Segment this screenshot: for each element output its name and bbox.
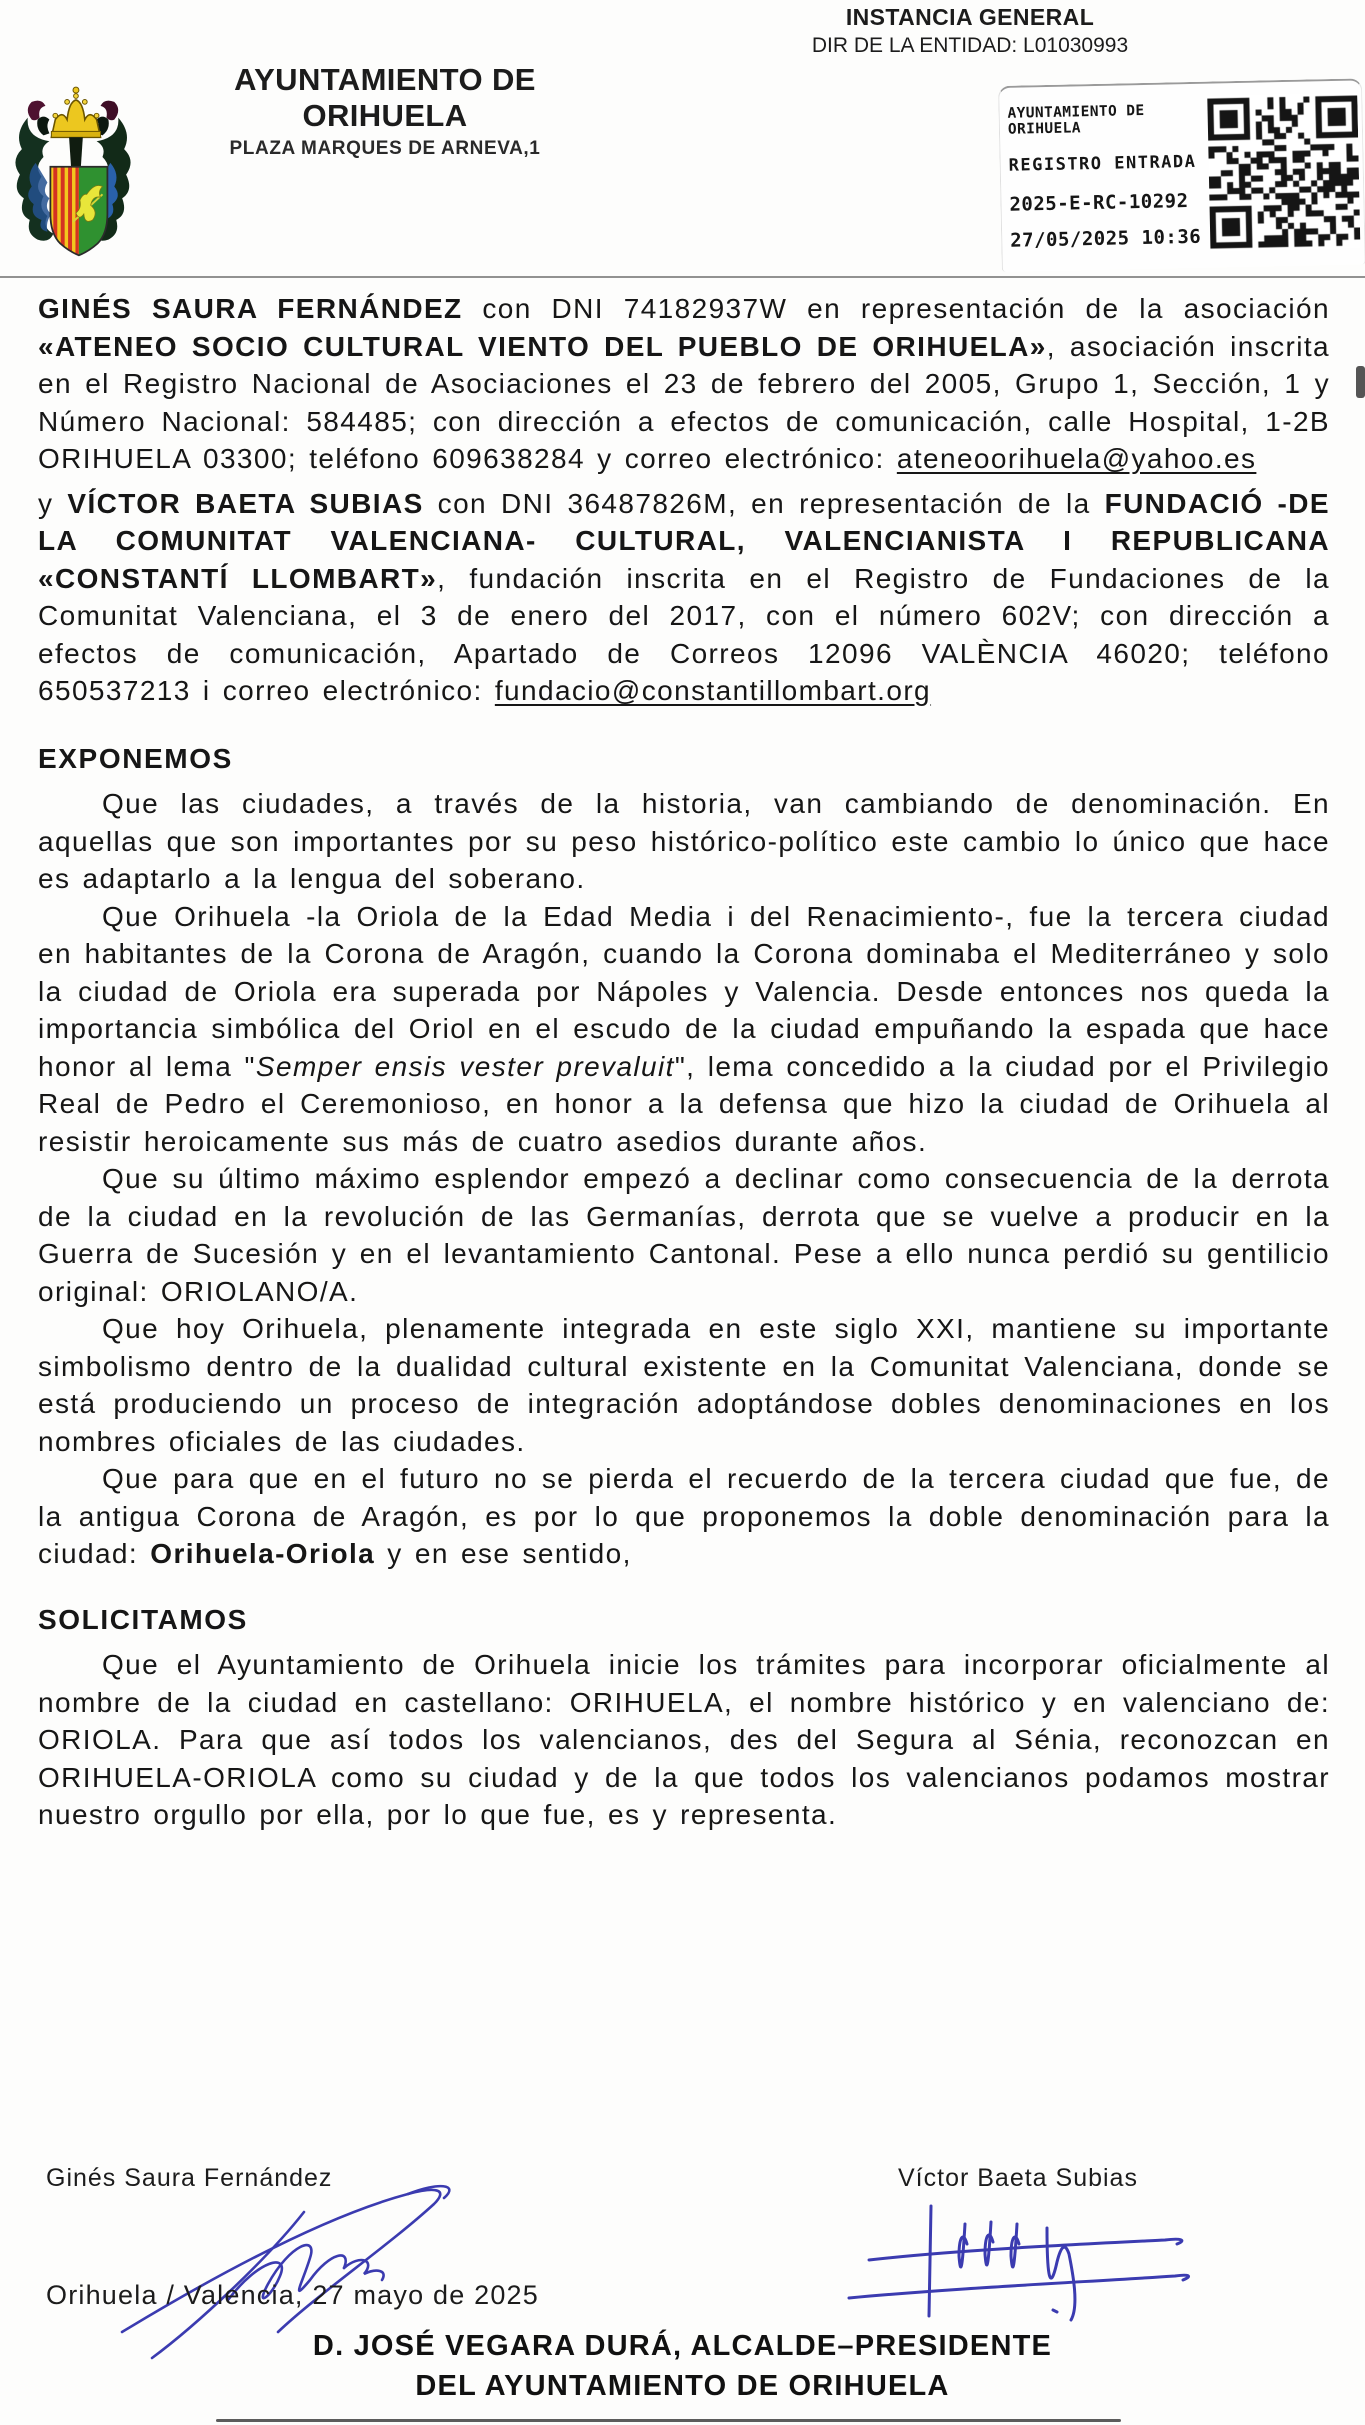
- form-type-block: [690, 4, 1250, 58]
- paragraph: [38, 290, 1330, 478]
- scan-edge-line: [216, 2419, 1121, 2422]
- email-link[interactable]: fundacio@constantillombart.org: [494, 675, 932, 706]
- qr-code-icon: [1207, 92, 1360, 251]
- org-header: [150, 62, 620, 160]
- addressee-line1: D. JOSÉ VEGARA DURÁ, ALCALDE–PRESIDENTE: [312, 2330, 1053, 2362]
- text-segment: GINÉS SAURA FERNÁNDEZ: [38, 293, 463, 324]
- text-segment: Que hoy Orihuela, plenamente integrada en este siglo XXI, mantiene su importante simbolismo dentro de la dualidad cultural existente en la Comunitat Valenciana, donde se está produciendo un proceso de integración adoptándose dobles denominaciones en los nombres oficiales de las ciudades.: [38, 1313, 1330, 1457]
- text-segment: Que las ciudades, a través de la historia, van cambiando de denominación. En aquellas que son importantes por su peso histórico-político este cambio lo único que hace es adaptarlo a la lengua del soberano.: [38, 788, 1330, 894]
- paragraph: [38, 1310, 1330, 1460]
- intro-paragraphs: [38, 290, 1330, 710]
- org-name: AYUNTAMIENTO DE ORIHUELA: [234, 62, 536, 133]
- text-segment: «ATENEO SOCIO CULTURAL VIENTO DEL PUEBLO DE ORIHUELA»: [38, 330, 1047, 362]
- text-segment: y en ese sentido,: [375, 1538, 632, 1569]
- paragraph: [38, 485, 1330, 710]
- paragraph: [38, 898, 1330, 1161]
- header-divider: [0, 276, 1365, 278]
- text-segment: con DNI 74182937W en representación de la asociación: [462, 293, 1330, 324]
- paragraph: [38, 1646, 1330, 1834]
- form-type-title: INSTANCIA GENERAL: [845, 4, 1095, 30]
- paragraph: [38, 1460, 1330, 1573]
- stamp-org-line: AYUNTAMIENTO DE ORIHUELA: [1007, 102, 1145, 138]
- text-segment: , fundación inscrita en el Registro de Fundaciones de la Comunitat Valenciana, el 3 de enero del 2017, con el número 602V; con dirección a efectos de comunicación, Apartado de Correos 12096 VALÈNCIA 46020; teléfono 650537213 i correo electrónico:: [38, 562, 1330, 706]
- solicitamos-paragraphs: [38, 1646, 1330, 1834]
- stamp-entry-number: 2025-E-RC-10292: [1009, 190, 1189, 216]
- text-segment: Que Orihuela -la Oriola de la Edad Media i del Renacimiento-, fue la tercera ciudad en habitantes de la Corona de Aragón, cuando la Corona dominaba el Mediterráneo y solo la ciudad de Oriola era superada por Nápoles y Valencia. Desde entonces nos queda la importancia simbólica del Oriol en el escudo de la ciudad empuñando la espada que hace honor al lema ": [38, 900, 1330, 1082]
- addressee-footer: [0, 2330, 1365, 2403]
- org-address: PLAZA MARQUES DE ARNEVA,1: [229, 138, 541, 159]
- text-segment: ", lema concedido a la ciudad por el Privilegio Real de Pedro el Ceremonioso, en honor a la defensa que hizo la ciudad de Orihuela al resistir heroicamente sus más de cuatro asedios durante años.: [38, 1050, 1331, 1157]
- stamp-entry-datetime: 27/05/2025 10:36: [1010, 225, 1202, 252]
- scan-artifact: [1356, 366, 1365, 398]
- orihuela-coat-of-arms-icon: [14, 44, 132, 266]
- exponemos-heading: EXPONEMOS: [38, 742, 233, 774]
- text-segment: Semper ensis vester prevaluit: [255, 1050, 675, 1082]
- text-segment: Que su último máximo esplendor empezó a declinar como consecuencia de la derrota de la ciudad en la revolución de las Germanías, derrota que se vuelve a producir en la Guerra de Sucesión y en el levantamiento Cantonal. Pese a ello nunca perdió su gentilicio original: ORIOLANO/A.: [38, 1163, 1330, 1307]
- addressee-line2: DEL AYUNTAMIENTO DE ORIHUELA: [415, 2370, 950, 2402]
- document-body: [38, 290, 1330, 1834]
- text-segment: Que el Ayuntamiento de Orihuela inicie los trámites para incorporar oficialmente al nombre de la ciudad en castellano: ORIHUELA, el nombre histórico y en valenciano de: ORIOLA. Para que así todos los valencianos, des del Segura al Sénia, reconozcan en ORIHUELA-ORIOLA como su ciudad y de la que todos los valencianos podamos mostrar nuestro orgullo por ella, por lo que fue, es y representa.: [38, 1649, 1330, 1830]
- text-segment: VÍCTOR BAETA SUBIAS: [67, 487, 424, 519]
- signer-name-right: Víctor Baeta Subias: [898, 2164, 1138, 2192]
- stamp-register-type: REGISTRO ENTRADA: [1008, 151, 1197, 176]
- email-link[interactable]: ateneoorihuela@yahoo.es: [896, 443, 1257, 474]
- paragraph: [38, 785, 1330, 898]
- text-segment: y: [38, 487, 68, 519]
- solicitamos-heading: SOLICITAMOS: [38, 1603, 248, 1635]
- signer-name-left: Ginés Saura Fernández: [46, 2164, 333, 2192]
- exponemos-paragraphs: [38, 785, 1330, 1573]
- text-segment: FUNDACIÓ -DE LA COMUNITAT VALENCIANA- CULTURAL, VALENCIANISTA I REPUBLICANA «CONSTANTÍ LLOMBART»: [38, 487, 1330, 594]
- text-segment: , asociación inscrita en el Registro Nacional de Asociaciones el 23 de febrero del 2005, Grupo 1, Sección, 1 y Número Nacional: 584485; con dirección a efectos de comunicación, calle Hospital, 1-2B ORIHUELA 03300; teléfono 609638284 y correo electrónico:: [38, 330, 1331, 474]
- place-and-date: Orihuela / Valencia, 27 mayo de 2025: [46, 2280, 539, 2310]
- text-segment: con DNI 36487826M, en representación de la: [423, 487, 1105, 519]
- text-segment: Orihuela-Oriola: [150, 1538, 376, 1569]
- entity-dir-line: DIR DE LA ENTIDAD: L01030993: [811, 34, 1129, 57]
- text-segment: Que para que en el futuro no se pierda el recuerdo de la tercera ciudad que fue, de la antigua Corona de Aragón, es por lo que proponemos la doble denominación para la ciudad:: [38, 1463, 1330, 1569]
- registry-stamp: [998, 78, 1365, 272]
- paragraph: [38, 1160, 1330, 1310]
- handwritten-signature-right: [835, 2198, 1215, 2328]
